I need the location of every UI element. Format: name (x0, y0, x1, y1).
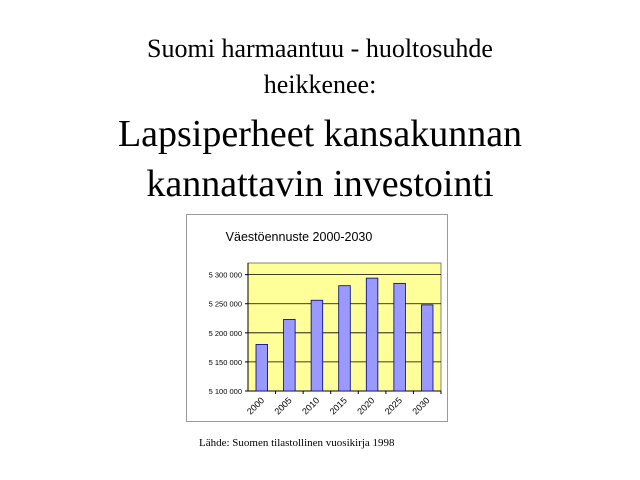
bar (339, 286, 351, 391)
y-tick-label: 5 150 000 (208, 357, 242, 367)
x-tick-label: 2000 (244, 395, 267, 417)
title-line-2: kannattavin investointi (146, 163, 494, 205)
bar (421, 305, 433, 391)
x-tick-label: 2005 (272, 395, 294, 417)
x-tick-label: 2025 (382, 395, 405, 417)
subtitle-line-1: Suomi harmaantuu - huoltosuhde (147, 34, 493, 63)
bar (256, 344, 268, 391)
y-tick-label: 5 200 000 (208, 328, 242, 338)
chart-title: Väestöennuste 2000-2030 (225, 230, 373, 244)
y-tick-label: 5 250 000 (208, 299, 242, 309)
source-note: Lähde: Suomen tilastollinen vuosikirja 1998 (199, 437, 395, 449)
x-tick-label: 2015 (327, 395, 349, 417)
y-tick-label: 5 100 000 (208, 387, 242, 396)
x-tick-label: 2030 (410, 395, 432, 417)
bar (311, 300, 323, 391)
x-tick-label: 2010 (300, 395, 322, 417)
x-tick-label: 2020 (355, 395, 377, 417)
title-line-1: Lapsiperheet kansakunnan (117, 113, 523, 155)
bar (394, 283, 406, 391)
subtitle-line-2: heikkenee: (263, 70, 377, 99)
chart-container (186, 214, 448, 422)
bar-chart (187, 215, 447, 421)
bar (284, 319, 296, 391)
bar (366, 278, 378, 391)
y-tick-label: 5 300 000 (208, 270, 242, 280)
